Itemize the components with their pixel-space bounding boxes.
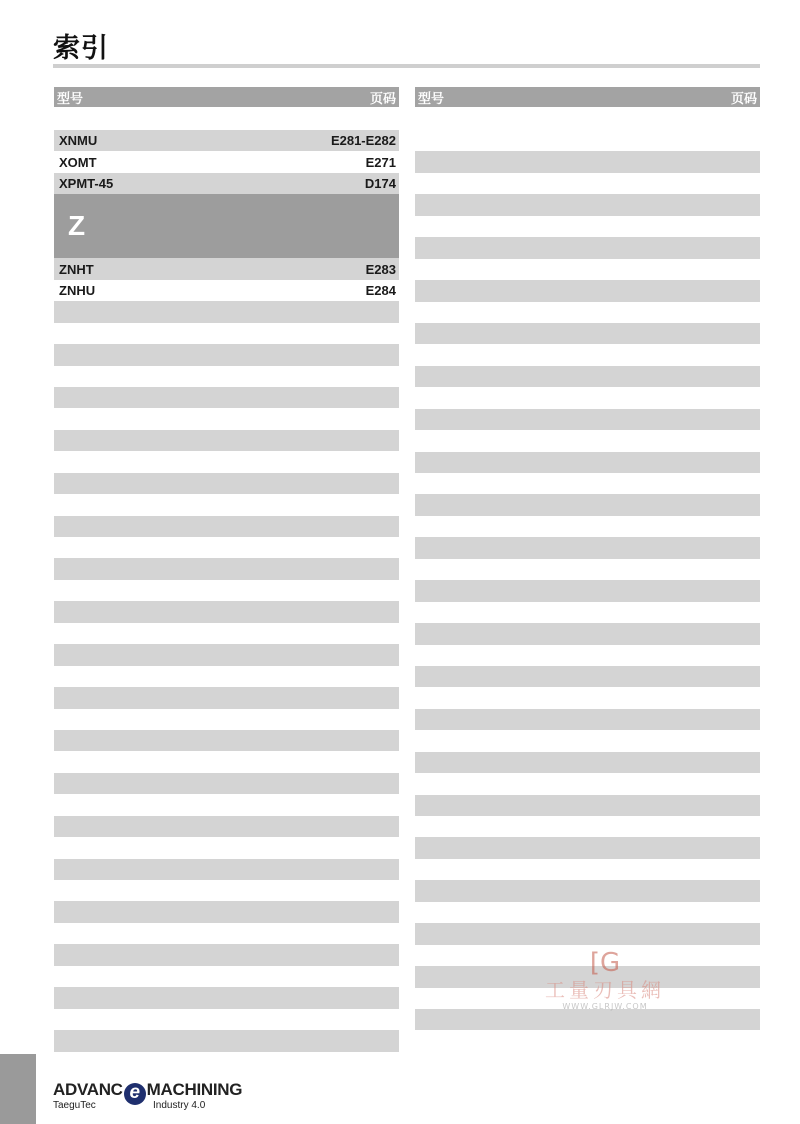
empty-row bbox=[54, 366, 399, 387]
empty-row bbox=[415, 709, 760, 730]
model-cell: ZNHU bbox=[59, 282, 96, 298]
empty-row bbox=[54, 944, 399, 965]
logo-tagline: Industry 4.0 bbox=[153, 1100, 206, 1111]
empty-row bbox=[415, 902, 760, 923]
index-rows-left bbox=[54, 130, 399, 1052]
index-rows-right bbox=[415, 130, 760, 1030]
page-cell: E283 bbox=[365, 261, 396, 277]
empty-row bbox=[415, 387, 760, 408]
empty-row bbox=[54, 709, 399, 730]
empty-row bbox=[54, 859, 399, 880]
side-tab bbox=[0, 1054, 36, 1124]
empty-row bbox=[54, 794, 399, 815]
empty-row bbox=[415, 923, 760, 944]
empty-row bbox=[415, 494, 760, 515]
empty-row bbox=[415, 194, 760, 215]
index-column-left bbox=[54, 87, 399, 298]
model-cell: XPMT-45 bbox=[59, 176, 114, 192]
page-header: 页码 bbox=[369, 91, 396, 107]
empty-row bbox=[54, 623, 399, 644]
empty-row bbox=[415, 302, 760, 323]
empty-row bbox=[54, 558, 399, 579]
empty-row bbox=[415, 880, 760, 901]
page-cell: D174 bbox=[364, 176, 396, 192]
empty-row bbox=[54, 408, 399, 429]
page-title: 索引 bbox=[53, 33, 109, 64]
empty-row bbox=[54, 901, 399, 922]
watermark-mark: [G bbox=[589, 948, 621, 978]
empty-row bbox=[415, 409, 760, 430]
empty-row bbox=[54, 923, 399, 944]
model-cell: XOMT bbox=[59, 154, 97, 170]
empty-row bbox=[415, 859, 760, 880]
empty-row bbox=[415, 366, 760, 387]
empty-row bbox=[415, 516, 760, 537]
empty-row bbox=[415, 623, 760, 644]
empty-row bbox=[54, 880, 399, 901]
empty-row bbox=[415, 216, 760, 237]
page-cell: E284 bbox=[365, 282, 396, 298]
empty-row bbox=[415, 280, 760, 301]
watermark bbox=[530, 948, 680, 1018]
empty-row bbox=[415, 452, 760, 473]
empty-row bbox=[54, 1030, 399, 1051]
empty-row bbox=[54, 730, 399, 751]
watermark-chinese: 工量刃具網 bbox=[545, 978, 665, 1002]
empty-row bbox=[54, 751, 399, 772]
empty-row bbox=[415, 537, 760, 558]
logo-brand: TaeguTec bbox=[53, 1100, 96, 1111]
model-header: 型号 bbox=[57, 91, 84, 107]
page-header: 页码 bbox=[730, 91, 757, 107]
model-cell: ZNHT bbox=[59, 261, 94, 277]
empty-row bbox=[54, 816, 399, 837]
page-cell: E271 bbox=[365, 154, 396, 170]
index-row bbox=[54, 173, 399, 194]
empty-row bbox=[415, 323, 760, 344]
model-cell: XNMU bbox=[59, 133, 98, 149]
empty-row bbox=[415, 130, 760, 151]
empty-row bbox=[415, 816, 760, 837]
section-letter: Z bbox=[54, 194, 399, 258]
empty-row bbox=[54, 301, 399, 322]
empty-row bbox=[54, 494, 399, 515]
empty-row bbox=[415, 344, 760, 365]
empty-row bbox=[415, 837, 760, 858]
empty-row bbox=[54, 537, 399, 558]
index-row bbox=[54, 130, 399, 151]
column-header bbox=[54, 87, 399, 107]
page-cell: E281-E282 bbox=[330, 133, 396, 149]
empty-row bbox=[415, 237, 760, 258]
empty-row bbox=[415, 645, 760, 666]
empty-row bbox=[54, 516, 399, 537]
title-rule bbox=[53, 64, 760, 68]
empty-row bbox=[54, 580, 399, 601]
empty-row bbox=[54, 837, 399, 858]
empty-row bbox=[415, 773, 760, 794]
empty-row bbox=[54, 601, 399, 622]
index-column-right bbox=[415, 87, 760, 107]
empty-row bbox=[415, 795, 760, 816]
model-header: 型号 bbox=[418, 91, 445, 107]
empty-row bbox=[54, 430, 399, 451]
watermark-url: WWW.GLRJW.COM bbox=[562, 1002, 648, 1011]
empty-row bbox=[415, 173, 760, 194]
empty-row bbox=[415, 473, 760, 494]
index-row bbox=[54, 151, 399, 172]
logo-text-1: ADVANC bbox=[53, 1080, 123, 1099]
empty-row bbox=[54, 344, 399, 365]
empty-row bbox=[54, 773, 399, 794]
empty-row bbox=[54, 687, 399, 708]
index-row bbox=[54, 258, 399, 279]
empty-row bbox=[415, 666, 760, 687]
empty-row bbox=[415, 259, 760, 280]
column-header bbox=[415, 87, 760, 107]
empty-row bbox=[54, 387, 399, 408]
empty-row bbox=[54, 1009, 399, 1030]
empty-row bbox=[54, 644, 399, 665]
empty-row bbox=[415, 559, 760, 580]
empty-row bbox=[54, 473, 399, 494]
logo-text-2: MACHINING bbox=[146, 1080, 243, 1099]
index-row bbox=[54, 280, 399, 301]
empty-row bbox=[415, 151, 760, 172]
advance-machining-logo bbox=[53, 1080, 243, 1114]
empty-row bbox=[415, 752, 760, 773]
logo-e-icon: e bbox=[124, 1083, 146, 1105]
empty-row bbox=[415, 602, 760, 623]
empty-row bbox=[54, 966, 399, 987]
empty-row bbox=[415, 687, 760, 708]
empty-row bbox=[54, 987, 399, 1008]
empty-row bbox=[415, 430, 760, 451]
empty-row bbox=[54, 451, 399, 472]
empty-row bbox=[415, 730, 760, 751]
empty-row bbox=[54, 666, 399, 687]
empty-row bbox=[54, 323, 399, 344]
empty-row bbox=[415, 580, 760, 601]
